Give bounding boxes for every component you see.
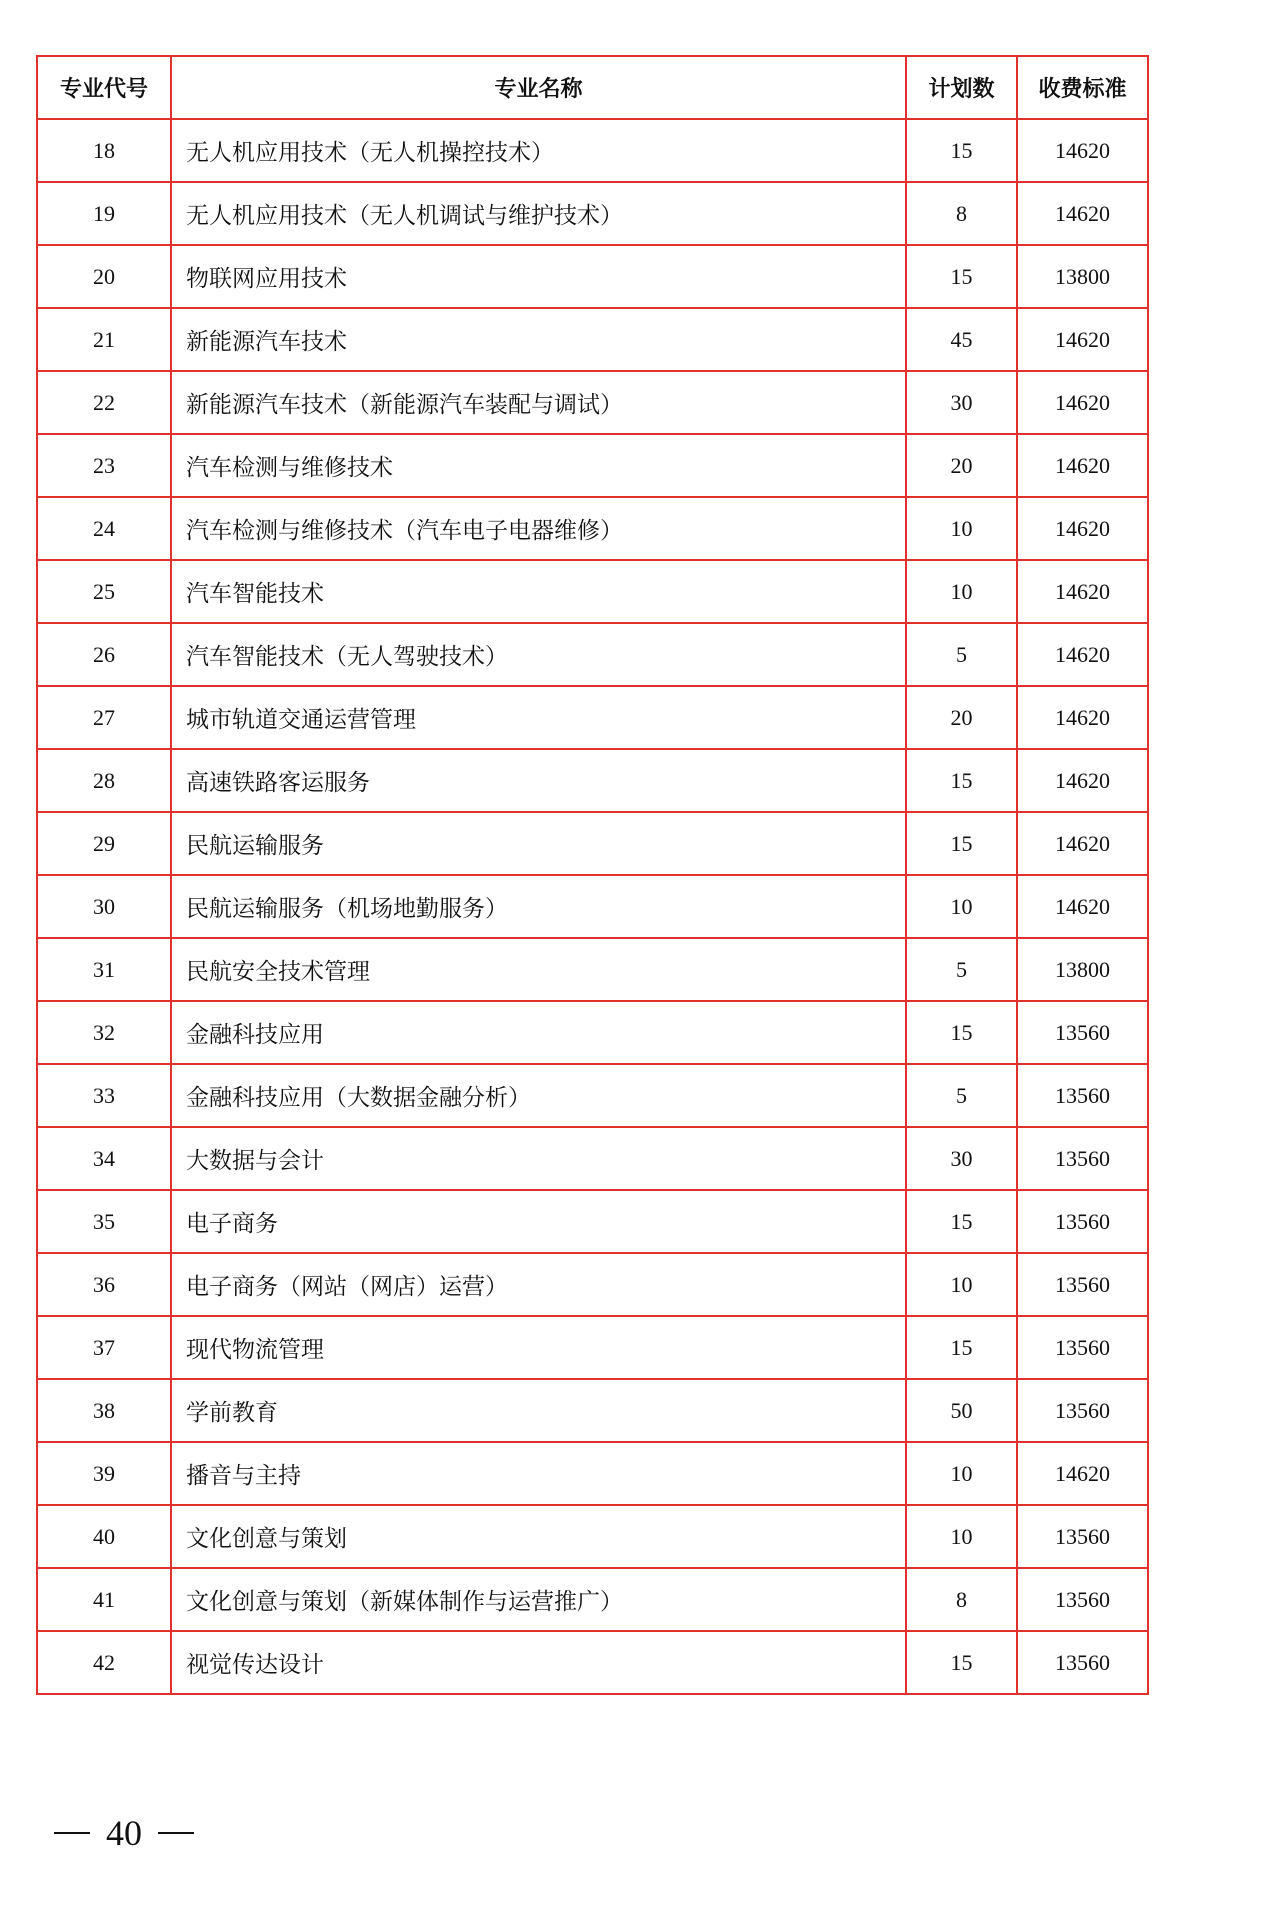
cell-name: 汽车智能技术（无人驾驶技术） (171, 623, 906, 686)
table-row (37, 812, 1148, 875)
cell-plan: 15 (906, 1631, 1017, 1694)
enrollment-plan-table (36, 55, 1149, 1695)
cell-name: 金融科技应用 (171, 1001, 906, 1064)
cell-name: 新能源汽车技术（新能源汽车装配与调试） (171, 371, 906, 434)
cell-code: 29 (37, 812, 171, 875)
cell-plan: 20 (906, 434, 1017, 497)
table-row (37, 497, 1148, 560)
cell-name: 民航安全技术管理 (171, 938, 906, 1001)
cell-plan: 15 (906, 119, 1017, 182)
cell-fee: 14620 (1017, 308, 1148, 371)
cell-name: 学前教育 (171, 1379, 906, 1442)
cell-plan: 10 (906, 560, 1017, 623)
cell-plan: 15 (906, 1001, 1017, 1064)
header-plan: 计划数 (906, 56, 1017, 119)
cell-code: 40 (37, 1505, 171, 1568)
cell-name: 电子商务 (171, 1190, 906, 1253)
cell-name: 无人机应用技术（无人机调试与维护技术） (171, 182, 906, 245)
cell-plan: 15 (906, 245, 1017, 308)
cell-code: 33 (37, 1064, 171, 1127)
cell-plan: 45 (906, 308, 1017, 371)
cell-fee: 14620 (1017, 182, 1148, 245)
cell-name: 电子商务（网站（网店）运营） (171, 1253, 906, 1316)
cell-code: 21 (37, 308, 171, 371)
cell-plan: 8 (906, 1568, 1017, 1631)
cell-code: 31 (37, 938, 171, 1001)
cell-code: 19 (37, 182, 171, 245)
cell-fee: 14620 (1017, 119, 1148, 182)
table-row (37, 938, 1148, 1001)
cell-code: 36 (37, 1253, 171, 1316)
cell-code: 34 (37, 1127, 171, 1190)
table-row (37, 371, 1148, 434)
cell-plan: 5 (906, 938, 1017, 1001)
cell-code: 20 (37, 245, 171, 308)
cell-name: 视觉传达设计 (171, 1631, 906, 1694)
cell-fee: 14620 (1017, 875, 1148, 938)
cell-fee: 13560 (1017, 1127, 1148, 1190)
cell-plan: 20 (906, 686, 1017, 749)
cell-name: 民航运输服务（机场地勤服务） (171, 875, 906, 938)
cell-plan: 30 (906, 371, 1017, 434)
cell-code: 37 (37, 1316, 171, 1379)
table-row (37, 560, 1148, 623)
header-fee: 收费标准 (1017, 56, 1148, 119)
cell-code: 26 (37, 623, 171, 686)
cell-code: 30 (37, 875, 171, 938)
cell-plan: 5 (906, 623, 1017, 686)
cell-name: 大数据与会计 (171, 1127, 906, 1190)
cell-plan: 30 (906, 1127, 1017, 1190)
footer-dash-right (158, 1832, 194, 1834)
cell-name: 无人机应用技术（无人机操控技术） (171, 119, 906, 182)
cell-fee: 14620 (1017, 749, 1148, 812)
cell-name: 金融科技应用（大数据金融分析） (171, 1064, 906, 1127)
cell-fee: 13560 (1017, 1316, 1148, 1379)
page-footer (54, 1812, 194, 1854)
cell-plan: 15 (906, 812, 1017, 875)
cell-fee: 14620 (1017, 497, 1148, 560)
cell-fee: 13560 (1017, 1379, 1148, 1442)
cell-code: 32 (37, 1001, 171, 1064)
cell-plan: 10 (906, 1253, 1017, 1316)
table-row (37, 875, 1148, 938)
cell-plan: 10 (906, 875, 1017, 938)
table-row (37, 1190, 1148, 1253)
table-row (37, 245, 1148, 308)
cell-code: 38 (37, 1379, 171, 1442)
cell-name: 文化创意与策划 (171, 1505, 906, 1568)
cell-code: 24 (37, 497, 171, 560)
table-row (37, 686, 1148, 749)
table-row (37, 1001, 1148, 1064)
header-name: 专业名称 (171, 56, 906, 119)
cell-name: 物联网应用技术 (171, 245, 906, 308)
cell-code: 28 (37, 749, 171, 812)
cell-fee: 13560 (1017, 1253, 1148, 1316)
cell-name: 汽车检测与维修技术（汽车电子电器维修） (171, 497, 906, 560)
cell-plan: 50 (906, 1379, 1017, 1442)
cell-fee: 13560 (1017, 1631, 1148, 1694)
page-number: 40 (106, 1813, 142, 1853)
table-body (37, 119, 1148, 1694)
cell-code: 27 (37, 686, 171, 749)
cell-fee: 14620 (1017, 623, 1148, 686)
table-row (37, 1568, 1148, 1631)
table-row (37, 623, 1148, 686)
cell-name: 汽车检测与维修技术 (171, 434, 906, 497)
footer-dash-left (54, 1832, 90, 1834)
table-row (37, 308, 1148, 371)
cell-fee: 13560 (1017, 1568, 1148, 1631)
cell-plan: 5 (906, 1064, 1017, 1127)
table-row (37, 119, 1148, 182)
cell-name: 文化创意与策划（新媒体制作与运营推广） (171, 1568, 906, 1631)
table-header (37, 56, 1148, 119)
table-row (37, 434, 1148, 497)
header-code: 专业代号 (37, 56, 171, 119)
cell-name: 汽车智能技术 (171, 560, 906, 623)
cell-fee: 13560 (1017, 1190, 1148, 1253)
cell-fee: 13560 (1017, 1064, 1148, 1127)
cell-name: 高速铁路客运服务 (171, 749, 906, 812)
cell-code: 35 (37, 1190, 171, 1253)
table-row (37, 182, 1148, 245)
table-row (37, 1442, 1148, 1505)
cell-fee: 14620 (1017, 1442, 1148, 1505)
cell-code: 42 (37, 1631, 171, 1694)
cell-code: 18 (37, 119, 171, 182)
table-row (37, 749, 1148, 812)
cell-fee: 14620 (1017, 371, 1148, 434)
table-row (37, 1127, 1148, 1190)
table-row (37, 1631, 1148, 1694)
cell-plan: 10 (906, 497, 1017, 560)
cell-plan: 15 (906, 1316, 1017, 1379)
cell-fee: 13560 (1017, 1505, 1148, 1568)
cell-name: 播音与主持 (171, 1442, 906, 1505)
table-row (37, 1064, 1148, 1127)
cell-code: 41 (37, 1568, 171, 1631)
cell-name: 现代物流管理 (171, 1316, 906, 1379)
cell-code: 23 (37, 434, 171, 497)
header-row (37, 56, 1148, 119)
cell-fee: 14620 (1017, 686, 1148, 749)
table-row (37, 1505, 1148, 1568)
cell-fee: 13800 (1017, 245, 1148, 308)
cell-name: 新能源汽车技术 (171, 308, 906, 371)
cell-name: 城市轨道交通运营管理 (171, 686, 906, 749)
cell-plan: 10 (906, 1505, 1017, 1568)
cell-code: 22 (37, 371, 171, 434)
cell-fee: 14620 (1017, 812, 1148, 875)
table-row (37, 1316, 1148, 1379)
cell-plan: 10 (906, 1442, 1017, 1505)
cell-plan: 8 (906, 182, 1017, 245)
cell-name: 民航运输服务 (171, 812, 906, 875)
cell-plan: 15 (906, 749, 1017, 812)
cell-fee: 14620 (1017, 560, 1148, 623)
table-row (37, 1253, 1148, 1316)
cell-fee: 13560 (1017, 1001, 1148, 1064)
cell-fee: 13800 (1017, 938, 1148, 1001)
cell-code: 25 (37, 560, 171, 623)
table-row (37, 1379, 1148, 1442)
cell-plan: 15 (906, 1190, 1017, 1253)
cell-fee: 14620 (1017, 434, 1148, 497)
cell-code: 39 (37, 1442, 171, 1505)
